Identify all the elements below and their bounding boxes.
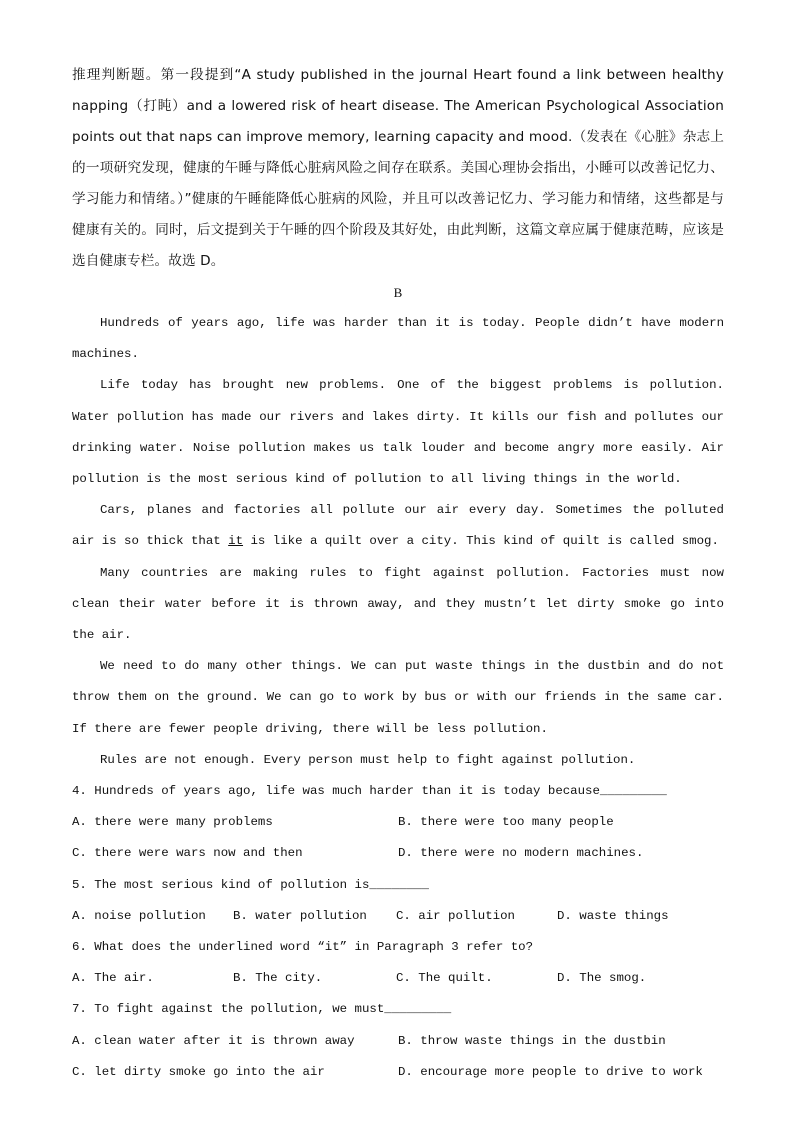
question-stem: 4. Hundreds of years ago, life was much harder than it is today because_________ — [72, 784, 667, 799]
option-a: A. noise pollution — [72, 908, 206, 923]
option-b: B. The city. — [233, 971, 323, 986]
option-a: A. there were many problems — [72, 815, 273, 830]
answer-explanation: 推理判断题。第一段提到“A study published in the journal Heart found a link between healthy napping（打盹）and a lowered risk of heart disease. The American Psychological Association points out that naps can improve memory, learning capacity and mood.（发表在《心脏》杂志上的一项研究发现，健康的午睡与降低心脏病风险之间存在联系。美国心理协会指出，小睡可以改善记忆力、学习能力和情绪。）”健康的午睡能降低心脏病的风险，并且可以改善记忆力、学习能力和情绪，这些都是与健康有关的。同时，后文提到关于午睡的四个阶段及其好处，由此判断，这篇文章应属于健康范畴，应该是选自健康专栏。故选 D。 — [72, 67, 724, 269]
option-b: B. water pollution — [233, 908, 367, 923]
option-c: C. The quilt. — [396, 971, 493, 986]
passage-paragraph-2: Life today has brought new problems. One of the biggest problems is pollution. Water pollution has made our rivers and lakes dirty. It kills our fish and pollutes our drinking water. Noise pollution makes us talk louder and become angry more easily. Air pollution is the most serious kind of pollution to all living things in the world. — [72, 378, 724, 487]
section-label: B — [393, 285, 403, 300]
passage-paragraph-1: Hundreds of years ago, life was harder than it is today. People didn’t have modern machines. — [72, 316, 724, 362]
paragraph-3-text-before: Cars, planes and factories all pollute our air every day. Sometimes the polluted air is so thick that — [72, 503, 724, 549]
question-6 — [72, 932, 724, 994]
underlined-word-it: it — [228, 534, 244, 549]
option-c: C. air pollution — [396, 908, 515, 923]
question-4 — [72, 776, 724, 870]
option-d: D. waste things — [557, 908, 669, 923]
question-7 — [72, 994, 724, 1088]
option-a: A. clean water after it is thrown away — [72, 1033, 355, 1048]
passage-paragraph-4: Many countries are making rules to fight against pollution. Factories must now clean their water before it is thrown away, and they mustn’t let dirty smoke go into the air. — [72, 565, 724, 643]
option-a: A. The air. — [72, 971, 154, 986]
reading-passage — [72, 308, 724, 776]
option-d: D. encourage more people to drive to work — [398, 1064, 703, 1079]
options-row — [72, 807, 724, 838]
option-b: B. throw waste things in the dustbin — [398, 1033, 666, 1048]
passage-paragraph-5: We need to do many other things. We can put waste things in the dustbin and do not throw them on the ground. We can go to work by bus or with our friends in the same car. If there are fewer people driving, there will be less pollution. — [72, 659, 724, 736]
paragraph-3-text-after: is like a quilt over a city. This kind of quilt is called smog. — [243, 534, 719, 549]
option-d: D. The smog. — [557, 971, 647, 986]
option-c: C. there were wars now and then — [72, 846, 303, 861]
options-row — [72, 1057, 724, 1088]
options-row — [72, 838, 724, 869]
options-row — [72, 963, 724, 994]
question-5 — [72, 870, 724, 932]
option-d: D. there were no modern machines. — [398, 846, 644, 861]
question-stem: 6. What does the underlined word “it” in Paragraph 3 refer to? — [72, 940, 534, 955]
passage-paragraph-6: Rules are not enough. Every person must help to fight against pollution. — [100, 752, 636, 767]
option-b: B. there were too many people — [398, 815, 614, 830]
options-row — [72, 1026, 724, 1057]
passage-paragraph-3 — [72, 495, 724, 557]
question-stem: 7. To fight against the pollution, we must_________ — [72, 1002, 452, 1017]
options-row — [72, 901, 724, 932]
option-c: C. let dirty smoke go into the air — [72, 1064, 325, 1079]
question-stem: 5. The most serious kind of pollution is________ — [72, 877, 429, 892]
document-page — [72, 60, 724, 1088]
